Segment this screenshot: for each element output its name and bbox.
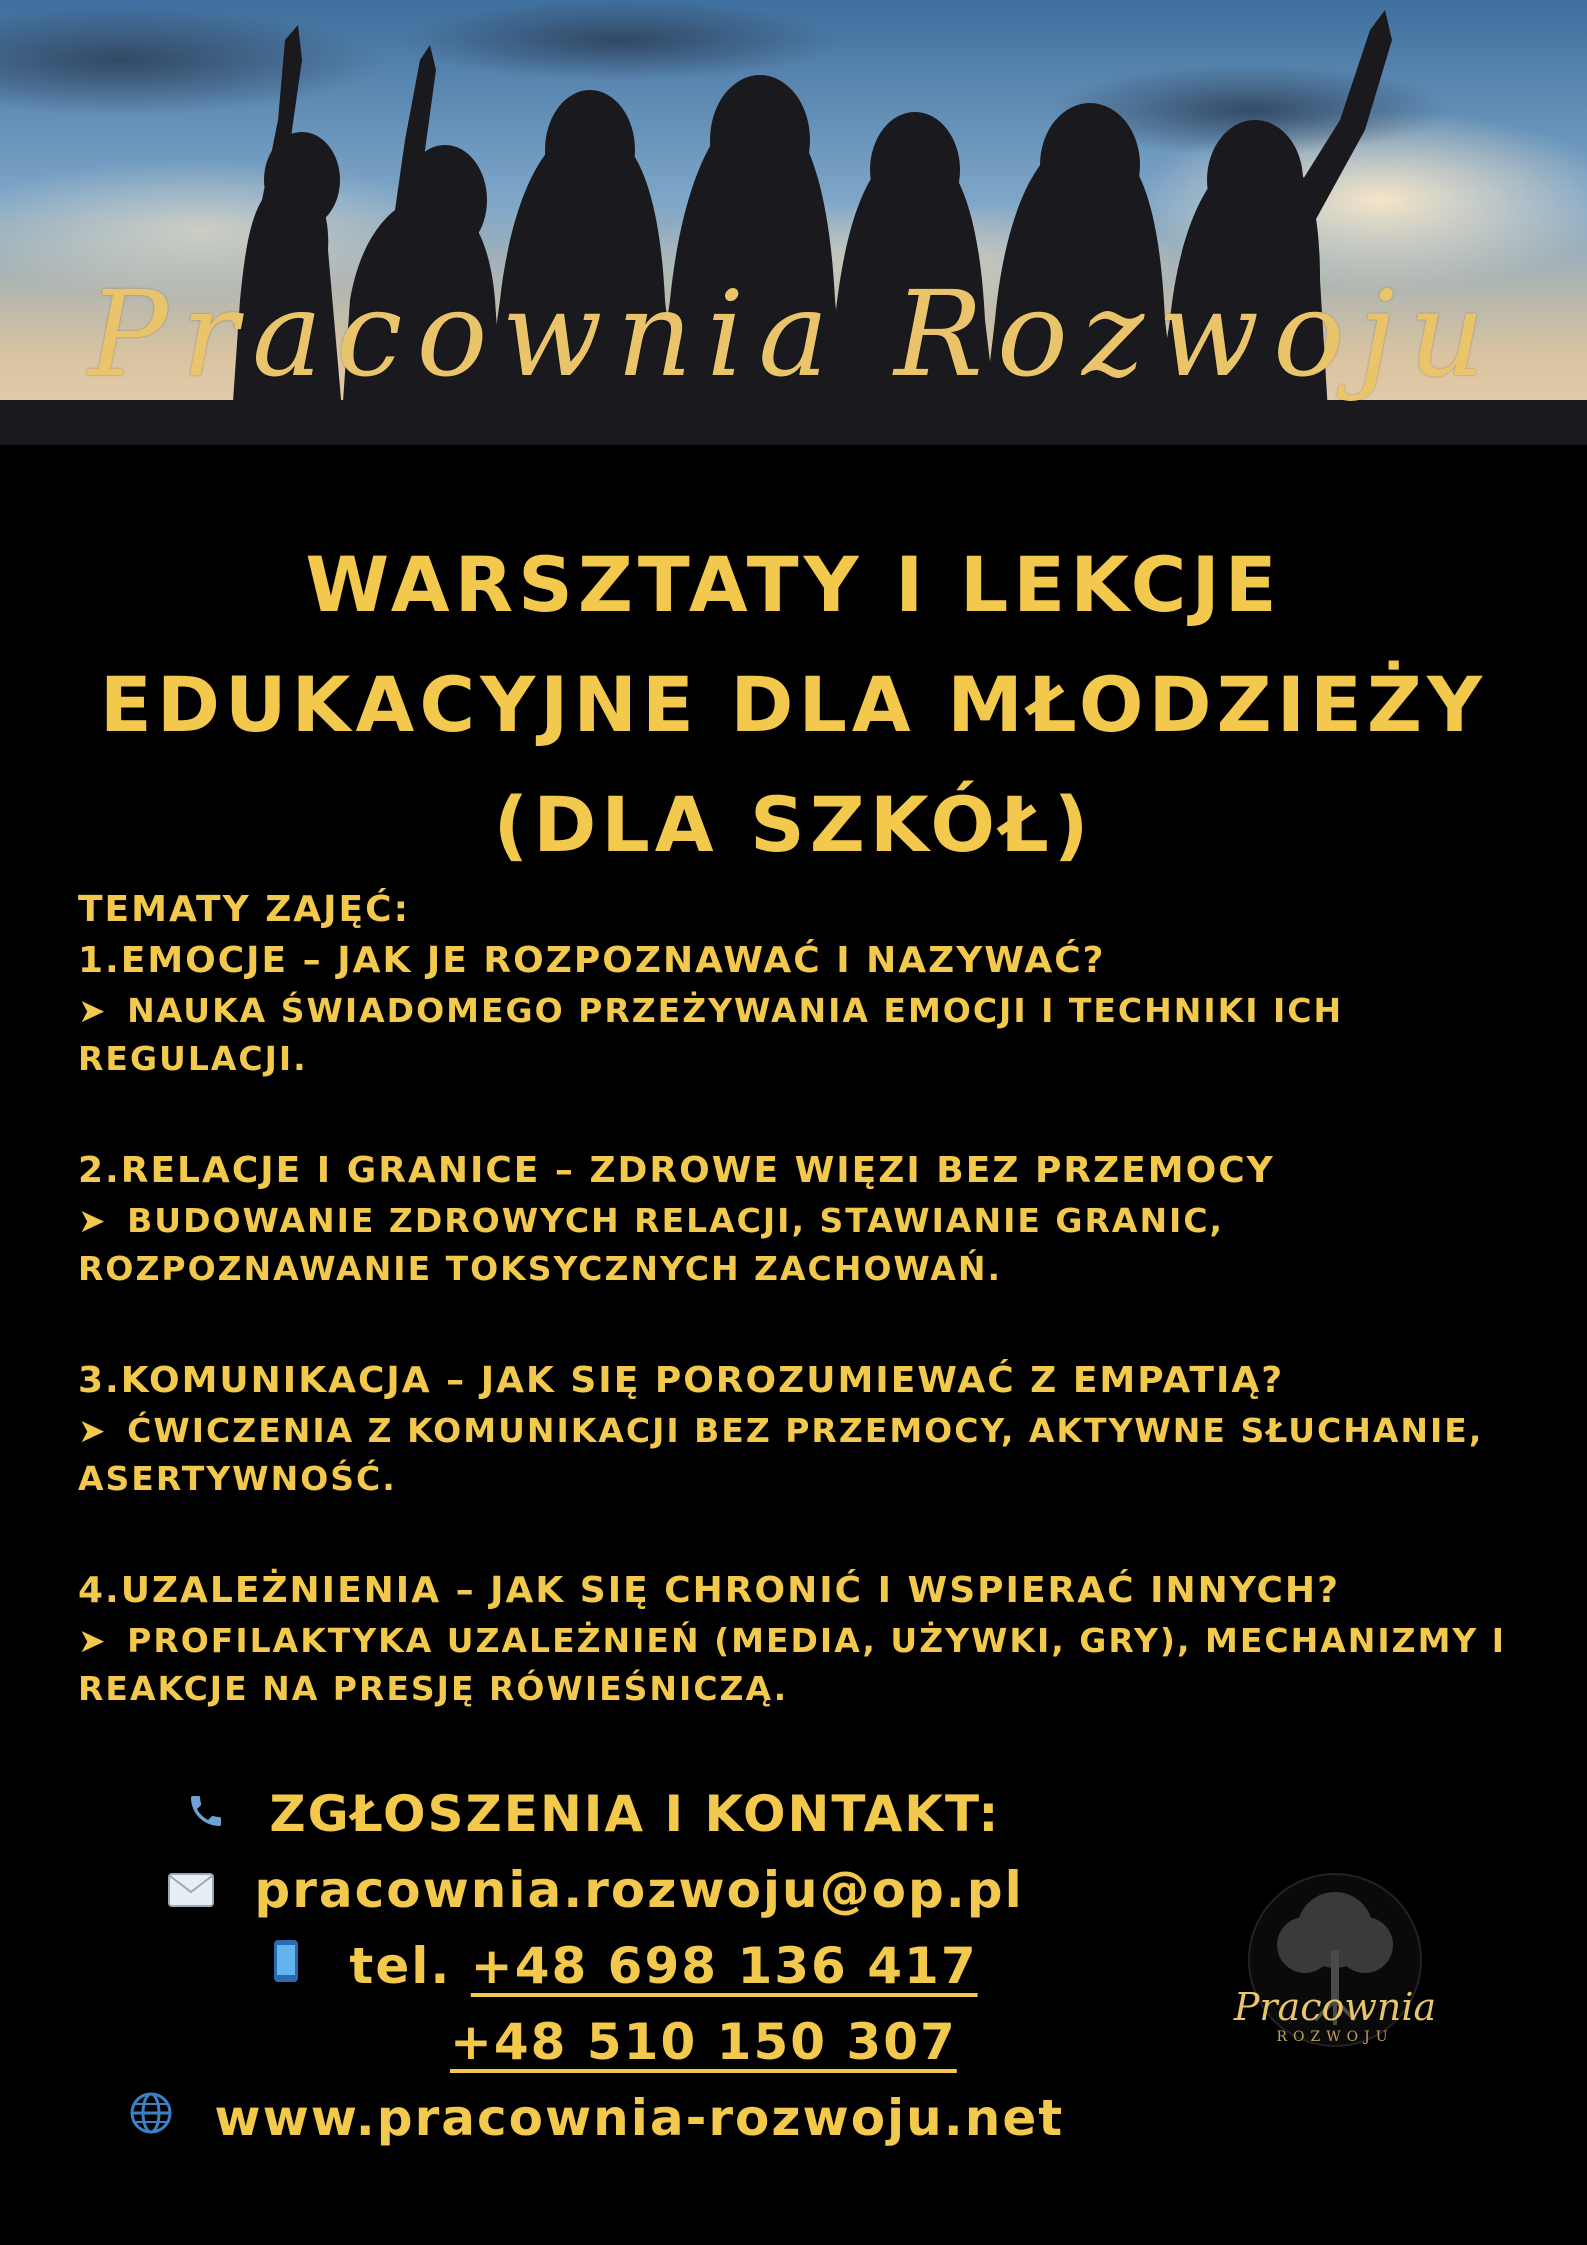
topic-title: 4.UZALEŻNIENIA – JAK SIĘ CHRONIĆ I WSPIERAĆ INNYCH?	[78, 1570, 1340, 1611]
phone-icon	[180, 1785, 232, 1843]
topic-description-block	[78, 1197, 1518, 1293]
logo-wordmark	[1200, 1985, 1470, 2045]
email-link[interactable]: pracownia.rozwoju@op.pl	[254, 1861, 1024, 1919]
email-line	[165, 1861, 1024, 1919]
topic-item	[78, 935, 1518, 1083]
topic-description: BUDOWANIE ZDROWYCH RELACJI, STAWIANIE GRANIC, ROZPOZNAWANIE TOKSYCZNYCH ZACHOWAŃ.	[78, 1201, 1225, 1288]
phone-line-2	[450, 2013, 957, 2071]
tel-label: tel.	[349, 1937, 452, 1995]
topic-title: 1.EMOCJE – JAK JE ROZPOZNAWAĆ I NAZYWAĆ?	[78, 940, 1106, 981]
contact-heading: ZGŁOSZENIA I KONTAKT:	[269, 1785, 1001, 1843]
arrow-icon: ➤	[78, 1201, 108, 1240]
topic-description: PROFILAKTYKA UZALEŻNIEŃ (MEDIA, UŻYWKI, GRY), MECHANIZMY I REAKCJE NA PRESJĘ RÓWIEŚNICZĄ.	[78, 1621, 1507, 1708]
main-content	[0, 445, 1587, 2245]
brand-script-title: Pracownia Rozwoju	[88, 265, 1499, 403]
phone-link-1[interactable]: +48 698 136 417	[470, 1937, 978, 1995]
topic-title: 3.KOMUNIKACJA – JAK SIĘ POROZUMIEWAĆ Z EMPATIĄ?	[78, 1360, 1285, 1401]
title-line-3: (DLA SZKÓŁ)	[493, 780, 1094, 869]
topics-section	[78, 885, 1518, 1775]
envelope-icon	[165, 1861, 217, 1919]
topic-item	[78, 1145, 1518, 1293]
topic-description: NAUKA ŚWIADOMEGO PRZEŻYWANIA EMOCJI I TECHNIKI ICH REGULACJI.	[78, 991, 1344, 1078]
topic-description-block	[78, 1407, 1518, 1503]
arrow-icon: ➤	[78, 1411, 108, 1450]
globe-icon	[125, 2089, 177, 2147]
contact-heading-line	[180, 1785, 1000, 1843]
hero-banner	[0, 0, 1587, 445]
logo-sub: ROZWOJU	[1276, 2029, 1394, 2045]
topic-description-block	[78, 987, 1518, 1083]
topic-item	[78, 1355, 1518, 1503]
phone-link-2[interactable]: +48 510 150 307	[450, 2013, 957, 2071]
arrow-icon: ➤	[78, 1621, 108, 1660]
arrow-icon: ➤	[78, 991, 108, 1030]
title-line-1: WARSZTATY I LEKCJE	[305, 540, 1282, 629]
phone-line	[260, 1937, 978, 1995]
topics-heading: TEMATY ZAJĘĆ:	[78, 889, 410, 930]
website-line	[125, 2089, 1064, 2147]
topic-description: ĆWICZENIA Z KOMUNIKACJI BEZ PRZEMOCY, AKTYWNE SŁUCHANIE, ASERTYWNOŚĆ.	[78, 1411, 1484, 1498]
title-line-2: EDUKACYJNE DLA MŁODZIEŻY	[99, 660, 1488, 749]
mobile-phone-icon	[260, 1937, 312, 1995]
page-title	[0, 525, 1587, 885]
website-link[interactable]: www.pracownia-rozwoju.net	[214, 2089, 1065, 2147]
topic-item	[78, 1565, 1518, 1713]
topic-description-block	[78, 1617, 1518, 1713]
logo-name: Pracownia	[1233, 1985, 1437, 2029]
topic-title: 2.RELACJE I GRANICE – ZDROWE WIĘZI BEZ PRZEMOCY	[78, 1150, 1275, 1191]
